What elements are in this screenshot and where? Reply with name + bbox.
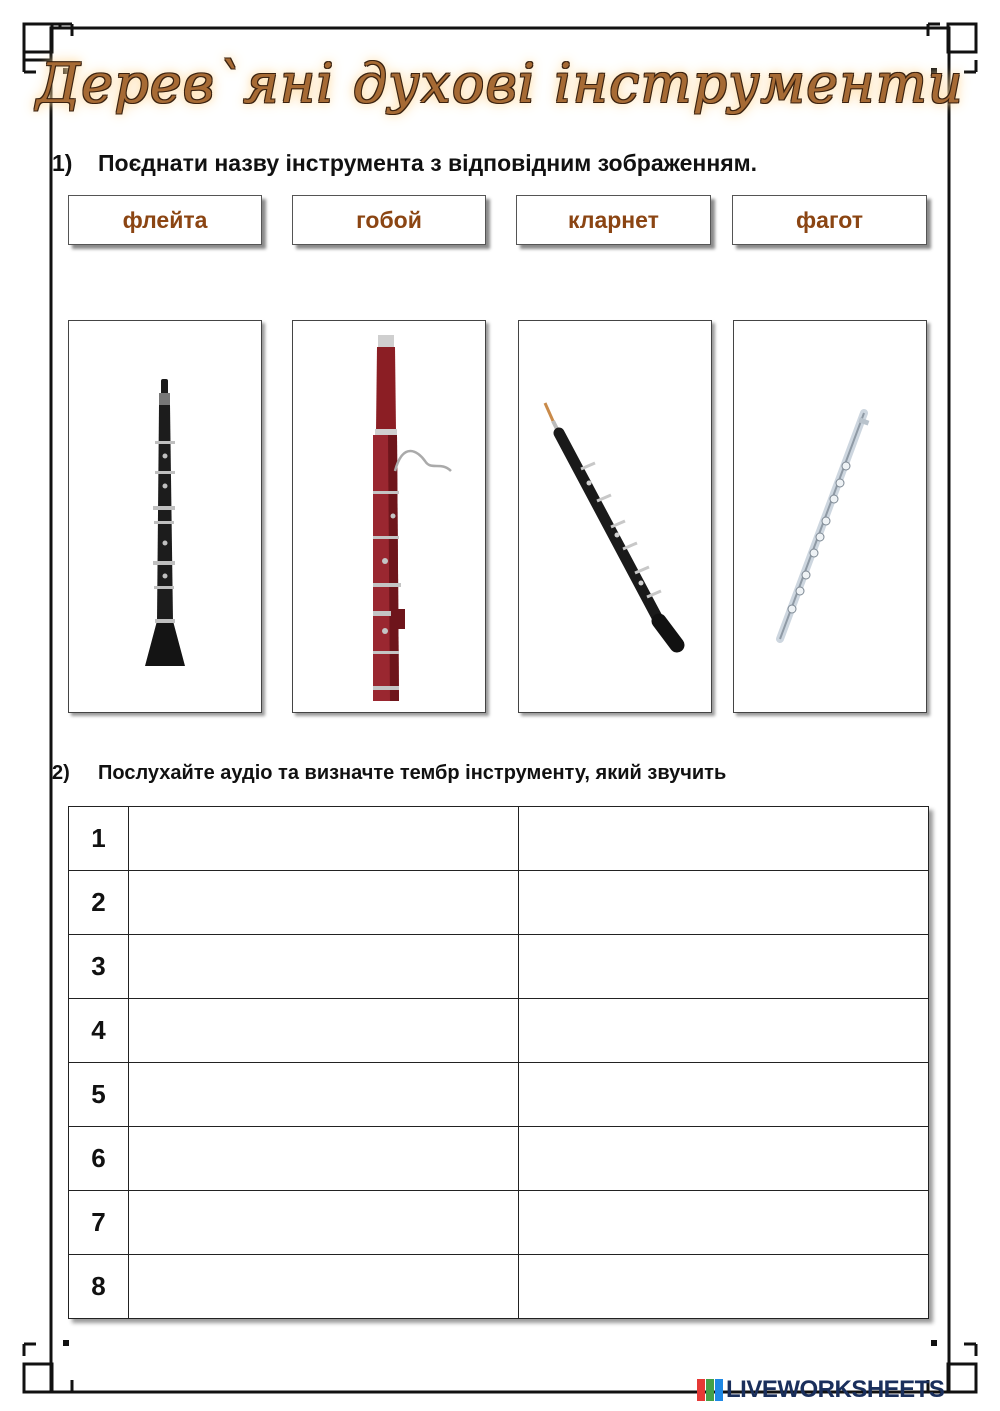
row-number: 2 (69, 871, 129, 935)
answer-input-timbre[interactable] (519, 1256, 932, 1318)
oboe-image (519, 321, 711, 712)
task-2-number: 2) (52, 762, 70, 784)
drop-zone-4[interactable] (733, 320, 927, 713)
answer-input-timbre[interactable] (519, 936, 932, 998)
flute-image (734, 321, 926, 712)
answer-input-instrument[interactable] (129, 1000, 522, 1062)
drop-zone-1[interactable] (68, 320, 262, 713)
answer-input-timbre[interactable] (519, 808, 932, 870)
answer-input-instrument[interactable] (129, 1064, 522, 1126)
answer-cell-timbre[interactable] (519, 871, 929, 935)
answers-table (68, 806, 929, 1319)
answer-cell-instrument[interactable] (129, 1191, 519, 1255)
answer-cell-instrument[interactable] (129, 999, 519, 1063)
answer-cell-timbre[interactable] (519, 999, 929, 1063)
table-row (69, 871, 929, 935)
label-oboe[interactable]: гобой (292, 195, 486, 245)
answer-cell-instrument[interactable] (129, 1063, 519, 1127)
row-number: 6 (69, 1127, 129, 1191)
table-row (69, 1255, 929, 1319)
drop-zone-2[interactable] (292, 320, 486, 713)
row-number: 5 (69, 1063, 129, 1127)
bassoon-image (293, 321, 485, 712)
task-1-text: Поєднати назву інструмента з відповідним зображенням. (98, 150, 758, 176)
brand-name: LIVEWORKSHEETS (726, 1376, 945, 1403)
row-number: 1 (69, 807, 129, 871)
table-row (69, 1127, 929, 1191)
row-number: 4 (69, 999, 129, 1063)
table-row (69, 999, 929, 1063)
clarinet-image (69, 321, 261, 712)
answer-cell-timbre[interactable] (519, 1255, 929, 1319)
answer-cell-instrument[interactable] (129, 807, 519, 871)
answer-input-instrument[interactable] (129, 872, 522, 934)
answer-input-instrument[interactable] (129, 936, 522, 998)
answer-cell-timbre[interactable] (519, 807, 929, 871)
page-title: Дерев`яні духові інструменти (36, 52, 964, 115)
task-2-text: Послухайте аудіо та визначте тембр інструменту, який звучить (98, 762, 727, 784)
row-number: 3 (69, 935, 129, 999)
liveworksheets-logo-icon (697, 1379, 723, 1401)
table-row (69, 1191, 929, 1255)
answer-input-timbre[interactable] (519, 872, 932, 934)
task-1-number: 1) (52, 150, 73, 176)
table-row (69, 935, 929, 999)
answer-cell-timbre[interactable] (519, 1063, 929, 1127)
answer-input-instrument[interactable] (129, 1128, 522, 1190)
table-row (69, 807, 929, 871)
table-row (69, 1063, 929, 1127)
answer-input-instrument[interactable] (129, 1192, 522, 1254)
answer-cell-instrument[interactable] (129, 1255, 519, 1319)
label-clarinet[interactable]: кларнет (516, 195, 711, 245)
task-2-instruction (52, 762, 726, 785)
answer-cell-timbre[interactable] (519, 1127, 929, 1191)
label-flute[interactable]: флейта (68, 195, 262, 245)
label-bassoon[interactable]: фагот (732, 195, 927, 245)
answer-cell-instrument[interactable] (129, 871, 519, 935)
drop-zone-3[interactable] (518, 320, 712, 713)
liveworksheets-footer (697, 1376, 944, 1404)
answer-input-timbre[interactable] (519, 1128, 932, 1190)
task-1-instruction (52, 150, 757, 177)
answer-input-instrument[interactable] (129, 1256, 522, 1318)
answer-input-timbre[interactable] (519, 1064, 932, 1126)
answer-input-instrument[interactable] (129, 808, 522, 870)
answer-cell-timbre[interactable] (519, 1191, 929, 1255)
answer-cell-instrument[interactable] (129, 935, 519, 999)
row-number: 8 (69, 1255, 129, 1319)
answer-cell-instrument[interactable] (129, 1127, 519, 1191)
row-number: 7 (69, 1191, 129, 1255)
answer-input-timbre[interactable] (519, 1192, 932, 1254)
answer-cell-timbre[interactable] (519, 935, 929, 999)
answer-input-timbre[interactable] (519, 1000, 932, 1062)
